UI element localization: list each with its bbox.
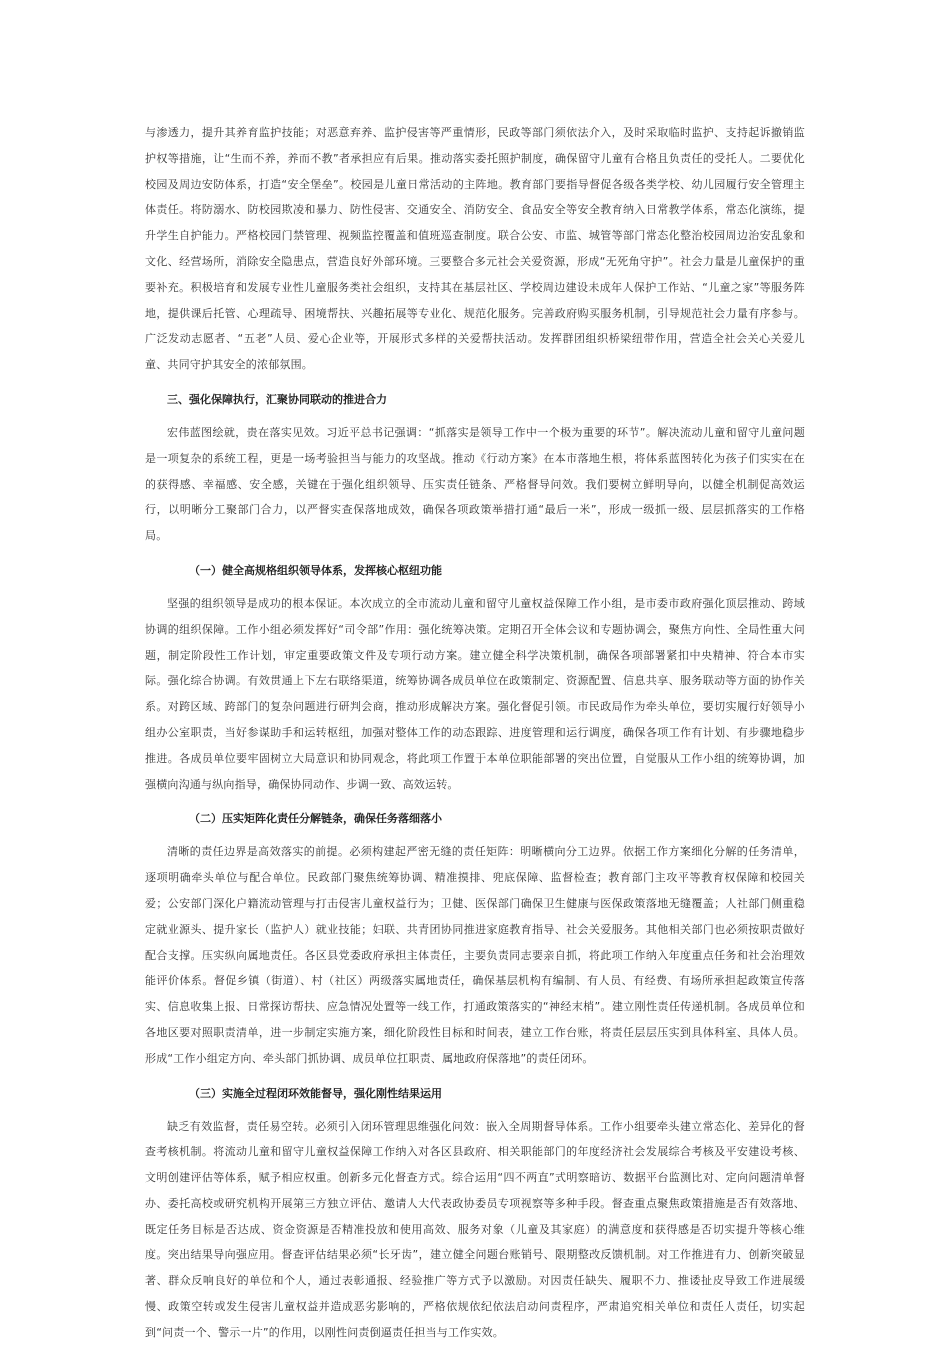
subsection-2-paragraph: 清晰的责任边界是高效落实的前提。必须构建起严密无缝的责任矩阵：明晰横向分工边界。依据工作方案细化分解的任务清单，逐项明确牵头单位与配合单位。民政部门聚焦统筹协调、精准摸排、兜底保障、监督检查；教育部门主攻平等教育权保障和校园关爱；公安部门深化户籍流动管理与打击侵害儿童权益行为；卫健、医保部门确保卫生健康与医保政策落地无缝覆盖；人社部门侧重稳定就业源头、提升家长（监护人）就业技能；妇联、共青团协同推进家庭教育指导、社会关爱服务。其他相关部门也必须按职责做好配合支撑。压实纵向属地责任。各区县党委政府承担主体责任，主要负责同志要亲自抓，将此项工作纳入年度重点任务和社会治理效能评价体系。督促乡镇（街道）、村（社区）两级落实属地责任，确保基层机构有编制、有人员、有经费、有场所承担起政策宣传落实、信息收集上报、日常探访帮扶、应急情况处置等一线工作，打通政策落实的“神经末梢”。建立刚性责任传递机制。各成员单位和各地区要对照职责清单，进一步制定实施方案，细化阶段性目标和时间表，建立工作台账，将责任层层压实到具体科室、具体人员。形成“工作小组定方向、牵头部门抓协调、成员单位扛职责、属地政府保落地”的责任闭环。 [145,845,805,1065]
document-body [145,120,805,1355]
section-3-heading: 三、强化保障执行，汇聚协同联动的推进合力 [167,392,387,406]
subsection-3-heading: （三）实施全过程闭环效能督导，强化刚性结果运用 [189,1086,442,1100]
subsection-3-paragraph: 缺乏有效监督，责任易空转。必须引入闭环管理思维强化问效：嵌入全周期督导体系。工作小组要牵头建立常态化、差异化的督查考核机制。将流动儿童和留守儿童权益保障工作纳入对各区县政府、相关职能部门的年度经济社会发展综合考核及平安建设考核、文明创建评估等体系，赋予相应权重。创新多元化督查方式。综合运用“四不两直”式明察暗访、数据平台监测比对、定向问题清单督办、委托高校或研究机构开展第三方独立评估、邀请人大代表政协委员专项视察等多种手段。督查重点聚焦政策措施是否有效落地、既定任务目标是否达成、资金资源是否精准投放和使用高效、服务对象（儿童及其家庭）的满意度和获得感是否切实提升等核心维度。突出结果导向强应用。督查评估结果必须“长牙齿”，建立健全问题台账销号、限期整改反馈机制。对工作推进有力、创新突破显著、群众反响良好的单位和个人，通过表彰通报、经验推广等方式予以激励。对因责任缺失、履职不力、推诿扯皮导致工作进展缓慢、政策空转或发生侵害儿童权益并造成恶劣影响的，严格依规依纪依法启动问责程序，严肃追究相关单位和责任人责任，切实起到“问责一个、警示一片”的作用，以刚性问责倒逼责任担当与工作实效。 [145,1119,805,1339]
section-3-paragraph: 宏伟蓝图绘就，贵在落实见效。习近平总书记强调：“抓落实是领导工作中一个极为重要的环节”。解决流动儿童和留守儿童问题是一项复杂的系统工程，更是一场考验担当与能力的攻坚战。推动《行动方案》在本市落地生根，将体系蓝图转化为孩子们实实在在的获得感、幸福感、安全感，关键在于强化组织领导、压实责任链条、严格督导问效。我们要树立鲜明导向，以健全机制促高效运行，以明晰分工聚部门合力，以严督实查保落地成效，确保各项政策举措打通“最后一米”，形成一级抓一级、层层抓落实的工作格局。 [145,425,805,543]
subsection-2-heading: （二）压实矩阵化责任分解链条，确保任务落细落小 [189,812,442,826]
subsection-1-heading: （一）健全高规格组织领导体系，发挥核心枢纽功能 [189,563,442,577]
subsection-1-paragraph: 坚强的组织领导是成功的根本保证。本次成立的全市流动儿童和留守儿童权益保障工作小组，是市委市政府强化顶层推动、跨域协调的组织保障。工作小组必须发挥好“司令部”作用：强化统筹决策。定期召开全体会议和专题协调会，聚焦方向性、全局性重大问题，制定阶段性工作计划，审定重要政策文件及专项行动方案。建立健全科学决策机制，确保各项部署紧扣中央精神、符合本市实际。强化综合协调。有效贯通上下左右联络渠道，统筹协调各成员单位在政策制定、资源配置、信息共享、服务联动等方面的协作关系。对跨区域、跨部门的复杂问题进行研判会商，推动形成解决方案。强化督促引领。市民政局作为牵头单位，要切实履行好领导小组办公室职责，当好参谋助手和运转枢纽，加强对整体工作的动态跟踪、进度管理和运行调度，确保各项工作有计划、有步骤地稳步推进。各成员单位要牢固树立大局意识和协同观念，将此项工作置于本单位职能部署的突出位置，自觉服从工作小组的统筹协调，加强横向沟通与纵向指导，确保协同动作、步调一致、高效运转。 [145,596,805,791]
intro-paragraph: 与渗透力，提升其养育监护技能；对恶意弃养、监护侵害等严重情形，民政等部门须依法介入，及时采取临时监护、支持起诉撤销监护权等措施，让“生而不养，养而不教”者承担应有后果。推动落实委托照护制度，确保留守儿童有合格且负责任的受托人。二要优化校园及周边安防体系，打造“安全堡垒”。校园是儿童日常活动的主阵地。教育部门要指导督促各级各类学校、幼儿园履行安全管理主体责任。将防溺水、防校园欺凌和暴力、防性侵害、交通安全、消防安全、食品安全等安全教育纳入日常教学体系，常态化演练，提升学生自护能力。严格校园门禁管理、视频监控覆盖和值班巡查制度。联合公安、市监、城管等部门常态化整治校园周边治安乱象和文化、经营场所，消除安全隐患点，营造良好外部环境。三要整合多元社会关爱资源，形成“无死角守护”。社会力量是儿童保护的重要补充。积极培育和发展专业性儿童服务类社会组织，支持其在基层社区、学校周边建设未成年人保护工作站、“儿童之家”等服务阵地，提供课后托管、心理疏导、困境帮扶、兴趣拓展等专业化、规范化服务。完善政府购买服务机制，引导规范社会力量有序参与。广泛发动志愿者、“五老”人员、爱心企业等，开展形式多样的关爱帮扶活动。发挥群团组织桥梁纽带作用，营造全社会关心关爱儿童、共同守护其安全的浓郁氛围。 [145,126,805,372]
